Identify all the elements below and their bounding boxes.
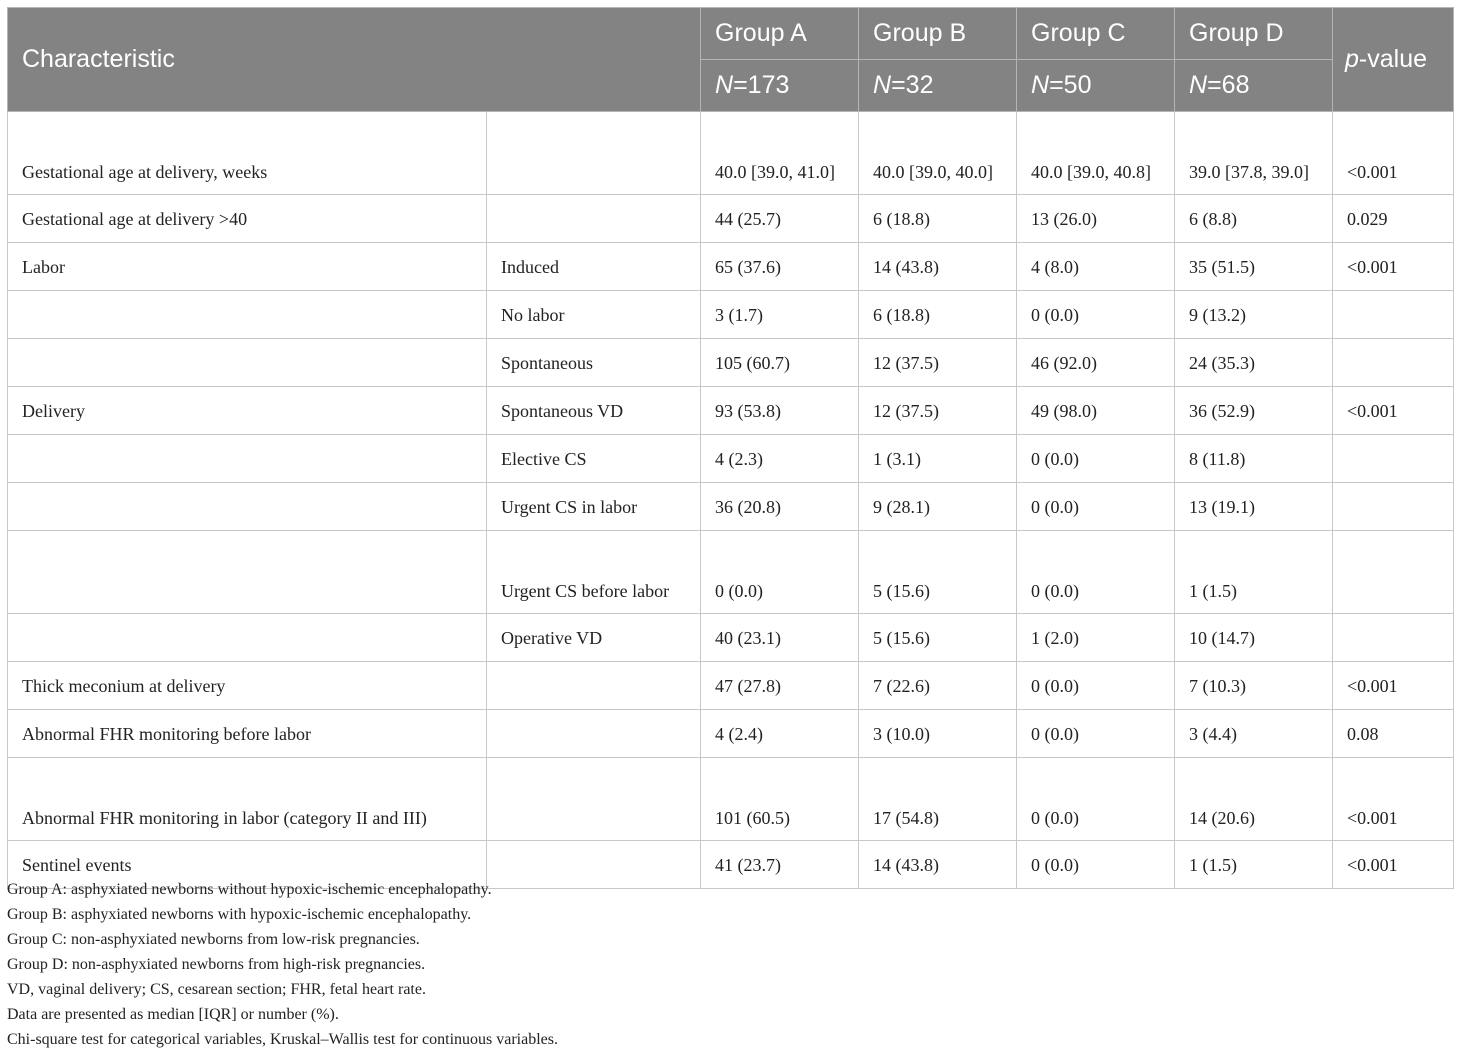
cell-group-c: 0 (0.0) (1017, 662, 1175, 710)
cell-group-c: 4 (8.0) (1017, 243, 1175, 291)
cell-group-c: 0 (0.0) (1017, 710, 1175, 758)
table-row (8, 291, 1454, 339)
cell-group-b: 9 (28.1) (859, 483, 1017, 531)
n-value: =50 (1049, 71, 1092, 99)
cell-group-c: 46 (92.0) (1017, 339, 1175, 387)
cell-pvalue: 0.08 (1333, 710, 1454, 758)
cell-group-a: 0 (0.0) (701, 531, 859, 614)
cell-group-c: 40.0 [39.0, 40.8] (1017, 112, 1175, 195)
cell-pvalue: <0.001 (1333, 112, 1454, 195)
footnote-line: Group D: non-asphyxiated newborns from high-risk pregnancies. (7, 956, 426, 973)
cell-group-b: 12 (37.5) (859, 387, 1017, 435)
table-body (8, 112, 1454, 889)
cell-pvalue: <0.001 (1333, 387, 1454, 435)
header-pvalue-rest: -value (1358, 45, 1428, 73)
n-value: =173 (733, 71, 790, 99)
footnote-line: VD, vaginal delivery; CS, cesarean section; FHR, fetal heart rate. (7, 981, 426, 998)
cell-group-d: 7 (10.3) (1175, 662, 1333, 710)
table-row (8, 112, 1454, 195)
cell-group-c: 0 (0.0) (1017, 435, 1175, 483)
cell-group-c: 1 (2.0) (1017, 614, 1175, 662)
table-row (8, 758, 1454, 841)
cell-subcategory (487, 710, 701, 758)
cell-subcategory (487, 758, 701, 841)
cell-pvalue: <0.001 (1333, 841, 1454, 889)
cell-characteristic: Abnormal FHR monitoring before labor (8, 710, 487, 758)
cell-group-a: 4 (2.3) (701, 435, 859, 483)
cell-pvalue (1333, 614, 1454, 662)
cell-subcategory: Urgent CS in labor (487, 483, 701, 531)
cell-group-c: 0 (0.0) (1017, 483, 1175, 531)
cell-characteristic (8, 483, 487, 531)
table-container (7, 7, 1453, 889)
table-row (8, 614, 1454, 662)
cell-subcategory (487, 195, 701, 243)
cell-group-a: 4 (2.4) (701, 710, 859, 758)
cell-group-d: 3 (4.4) (1175, 710, 1333, 758)
cell-subcategory: Operative VD (487, 614, 701, 662)
cell-characteristic (8, 614, 487, 662)
table-row (8, 531, 1454, 614)
cell-group-b: 1 (3.1) (859, 435, 1017, 483)
table-footnotes (7, 877, 558, 1052)
cell-subcategory (487, 112, 701, 195)
cell-group-d: 1 (1.5) (1175, 841, 1333, 889)
cell-group-d: 8 (11.8) (1175, 435, 1333, 483)
cell-pvalue (1333, 531, 1454, 614)
cell-group-a: 65 (37.6) (701, 243, 859, 291)
cell-group-d: 14 (20.6) (1175, 758, 1333, 841)
header-group-b: Group B (859, 8, 1017, 60)
table-header (8, 8, 1454, 112)
cell-characteristic: Thick meconium at delivery (8, 662, 487, 710)
cell-subcategory: Spontaneous (487, 339, 701, 387)
cell-group-d: 13 (19.1) (1175, 483, 1333, 531)
n-label: N (873, 71, 892, 99)
cell-group-c: 0 (0.0) (1017, 531, 1175, 614)
cell-group-a: 93 (53.8) (701, 387, 859, 435)
table-row (8, 387, 1454, 435)
header-pvalue-p: p (1345, 45, 1359, 73)
n-value: =32 (891, 71, 934, 99)
cell-characteristic (8, 339, 487, 387)
n-label: N (1031, 71, 1050, 99)
cell-group-b: 40.0 [39.0, 40.0] (859, 112, 1017, 195)
cell-characteristic (8, 291, 487, 339)
cell-subcategory: Elective CS (487, 435, 701, 483)
cell-group-a: 36 (20.8) (701, 483, 859, 531)
table-row (8, 243, 1454, 291)
cell-group-d: 36 (52.9) (1175, 387, 1333, 435)
cell-group-a: 41 (23.7) (701, 841, 859, 889)
cell-pvalue: <0.001 (1333, 758, 1454, 841)
n-value: =68 (1207, 71, 1250, 99)
cell-group-c: 13 (26.0) (1017, 195, 1175, 243)
cell-subcategory: Induced (487, 243, 701, 291)
table-row (8, 435, 1454, 483)
header-pvalue (1333, 8, 1454, 112)
cell-pvalue (1333, 291, 1454, 339)
cell-group-a: 105 (60.7) (701, 339, 859, 387)
cell-characteristic: Labor (8, 243, 487, 291)
header-group-d: Group D (1175, 8, 1333, 60)
cell-characteristic: Sentinel events (8, 841, 487, 889)
cell-group-c: 49 (98.0) (1017, 387, 1175, 435)
cell-group-b: 17 (54.8) (859, 758, 1017, 841)
cell-group-b: 14 (43.8) (859, 243, 1017, 291)
cell-pvalue: <0.001 (1333, 662, 1454, 710)
table-row (8, 483, 1454, 531)
header-group-a: Group A (701, 8, 859, 60)
table-row (8, 195, 1454, 243)
cell-group-b: 5 (15.6) (859, 614, 1017, 662)
table-row (8, 662, 1454, 710)
cell-group-a: 3 (1.7) (701, 291, 859, 339)
header-n-a (701, 60, 859, 112)
cell-pvalue (1333, 435, 1454, 483)
header-characteristic: Characteristic (8, 8, 701, 112)
n-label: N (1189, 71, 1208, 99)
cell-group-d: 1 (1.5) (1175, 531, 1333, 614)
cell-group-a: 101 (60.5) (701, 758, 859, 841)
cell-pvalue: <0.001 (1333, 243, 1454, 291)
cell-group-b: 12 (37.5) (859, 339, 1017, 387)
cell-group-d: 24 (35.3) (1175, 339, 1333, 387)
cell-group-b: 14 (43.8) (859, 841, 1017, 889)
cell-characteristic: Abnormal FHR monitoring in labor (category II and III) (8, 758, 487, 841)
cell-group-a: 40 (23.1) (701, 614, 859, 662)
cell-group-b: 5 (15.6) (859, 531, 1017, 614)
cell-subcategory: Urgent CS before labor (487, 531, 701, 614)
table-row (8, 339, 1454, 387)
table-row (8, 710, 1454, 758)
header-n-d (1175, 60, 1333, 112)
cell-characteristic (8, 435, 487, 483)
cell-group-b: 6 (18.8) (859, 291, 1017, 339)
header-group-c: Group C (1017, 8, 1175, 60)
cell-characteristic (8, 531, 487, 614)
cell-group-d: 10 (14.7) (1175, 614, 1333, 662)
cell-characteristic: Gestational age at delivery, weeks (8, 112, 487, 195)
cell-pvalue (1333, 483, 1454, 531)
footnote-line: Data are presented as median [IQR] or number (%). (7, 1006, 339, 1023)
header-n-b (859, 60, 1017, 112)
cell-characteristic: Gestational age at delivery >40 (8, 195, 487, 243)
cell-group-c: 0 (0.0) (1017, 758, 1175, 841)
cell-group-d: 39.0 [37.8, 39.0] (1175, 112, 1333, 195)
cell-group-d: 35 (51.5) (1175, 243, 1333, 291)
cell-group-d: 6 (8.8) (1175, 195, 1333, 243)
header-n-c (1017, 60, 1175, 112)
footnote-line: Group C: non-asphyxiated newborns from low-risk pregnancies. (7, 931, 420, 948)
cell-group-d: 9 (13.2) (1175, 291, 1333, 339)
footnote-line: Group A: asphyxiated newborns without hypoxic-ischemic encephalopathy. (7, 881, 492, 898)
cell-subcategory: No labor (487, 291, 701, 339)
cell-group-c: 0 (0.0) (1017, 291, 1175, 339)
cell-group-a: 44 (25.7) (701, 195, 859, 243)
cell-group-a: 47 (27.8) (701, 662, 859, 710)
footnote-line: Group B: asphyxiated newborns with hypoxic-ischemic encephalopathy. (7, 906, 472, 923)
cell-group-b: 6 (18.8) (859, 195, 1017, 243)
cell-subcategory (487, 662, 701, 710)
cell-pvalue: 0.029 (1333, 195, 1454, 243)
cell-pvalue (1333, 339, 1454, 387)
n-label: N (715, 71, 734, 99)
results-table (7, 7, 1454, 889)
cell-group-a: 40.0 [39.0, 41.0] (701, 112, 859, 195)
footnote-line: Chi-square test for categorical variables, Kruskal–Wallis test for continuous variables. (7, 1031, 558, 1048)
cell-characteristic: Delivery (8, 387, 487, 435)
cell-group-b: 3 (10.0) (859, 710, 1017, 758)
cell-subcategory: Spontaneous VD (487, 387, 701, 435)
cell-group-c: 0 (0.0) (1017, 841, 1175, 889)
cell-group-b: 7 (22.6) (859, 662, 1017, 710)
